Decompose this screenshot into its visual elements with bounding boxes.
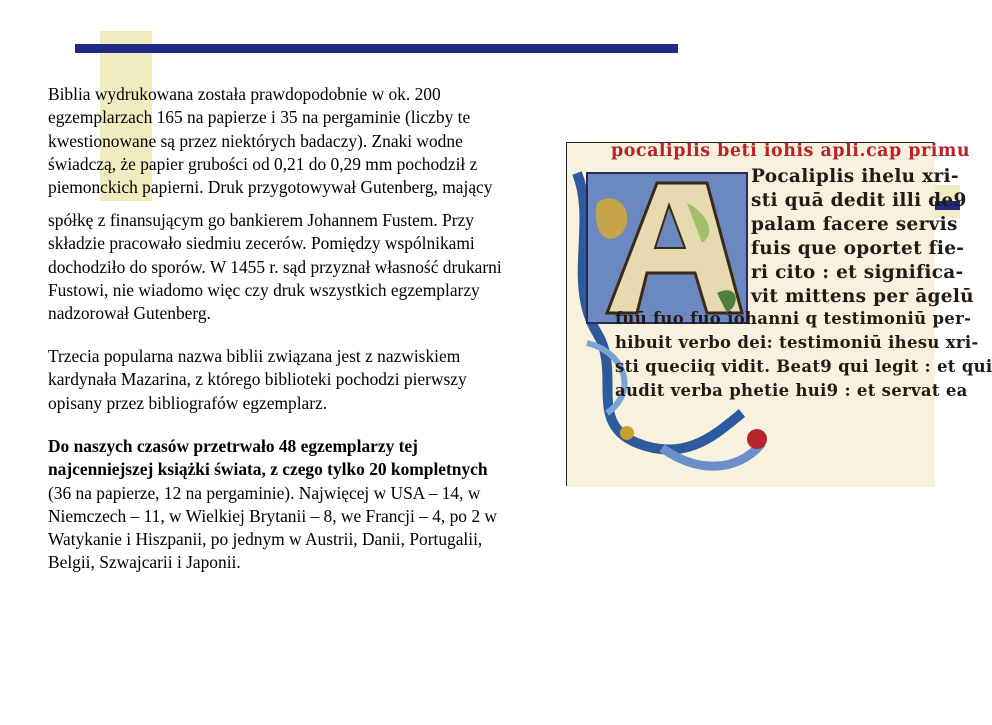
paragraph-mazarin: Trzecia popularna nazwa biblii związana jest z nazwiskiem kardynała Mazarina, z którego biblioteki pochodzi pierwszy opisany przez bibliografów egzemplarz. (48, 346, 467, 413)
manuscript-line: audit verba phetie hui9 : et servat ea (615, 381, 968, 400)
manuscript-line: ri cito : et significa- (751, 262, 964, 283)
decorative-bar (75, 44, 678, 53)
manuscript-line: fuis que oportet fie- (751, 238, 965, 259)
manuscript-line: vit mittens per āgelū (751, 286, 974, 307)
manuscript-line: Pocaliplis ihelu xri- (751, 166, 959, 187)
surviving-copies-rest: (36 na papierze, 12 na pergaminie). Najwięcej w USA – 14, w Niemczech – 11, w Wielkiej Brytanii – 8, we Francji – 4, po 2 w Watykanie i Hiszpanii, po jednym w Austrii, Danii, Portugalii, Belgii, Szwajcarii i Japonii. (48, 482, 497, 573)
manuscript-line: hibuit verbo dei: testimoniū ihesu xri- (615, 333, 979, 352)
surviving-copies-bold: Do naszych czasów przetrwało 48 egzemplarzy tej najcenniejszej książki świata, z czego tylko 20 kompletnych (48, 436, 488, 480)
paragraph-print-run: Biblia wydrukowana została prawdopodobnie w ok. 200 egzemplarzach 165 na papierze i 35 na pergaminie (liczby te kwestionowane są przez niektórych badaczy). Znaki wodne świadczą, że papier grubości od 0,21 do 0,29 mm pochodził z piemonckich papierni. Druk przygotowywał Gutenberg, mający (48, 84, 493, 198)
manuscript-rubric-heading: pocaliplis beti iohis apli.cap primu (611, 141, 971, 161)
manuscript-line: sti quā dedit illi de9 (751, 190, 967, 211)
manuscript-line: sti queciiq vidit. Beat9 qui legit : et qui (615, 357, 992, 376)
paragraph-fust-dispute: spółkę z finansującym go bankierem Johannem Fustem. Przy składzie pracowało siedmiu zecerów. Pomiędzy wspólnikami dochodziło do sporów. W 1455 r. sąd przyznał własność drukarni Fustowi, nie wiadomo więc czy druk wszystkich egzemplarzy nadzorował Gutenberg. (48, 210, 502, 324)
gutenberg-bible-page-image (566, 141, 992, 486)
paragraph-surviving-copies (48, 435, 548, 575)
manuscript-line: palam facere servis (751, 214, 958, 235)
manuscript-line: fuū fuo fuo iohanni q testimoniū per- (615, 309, 972, 328)
